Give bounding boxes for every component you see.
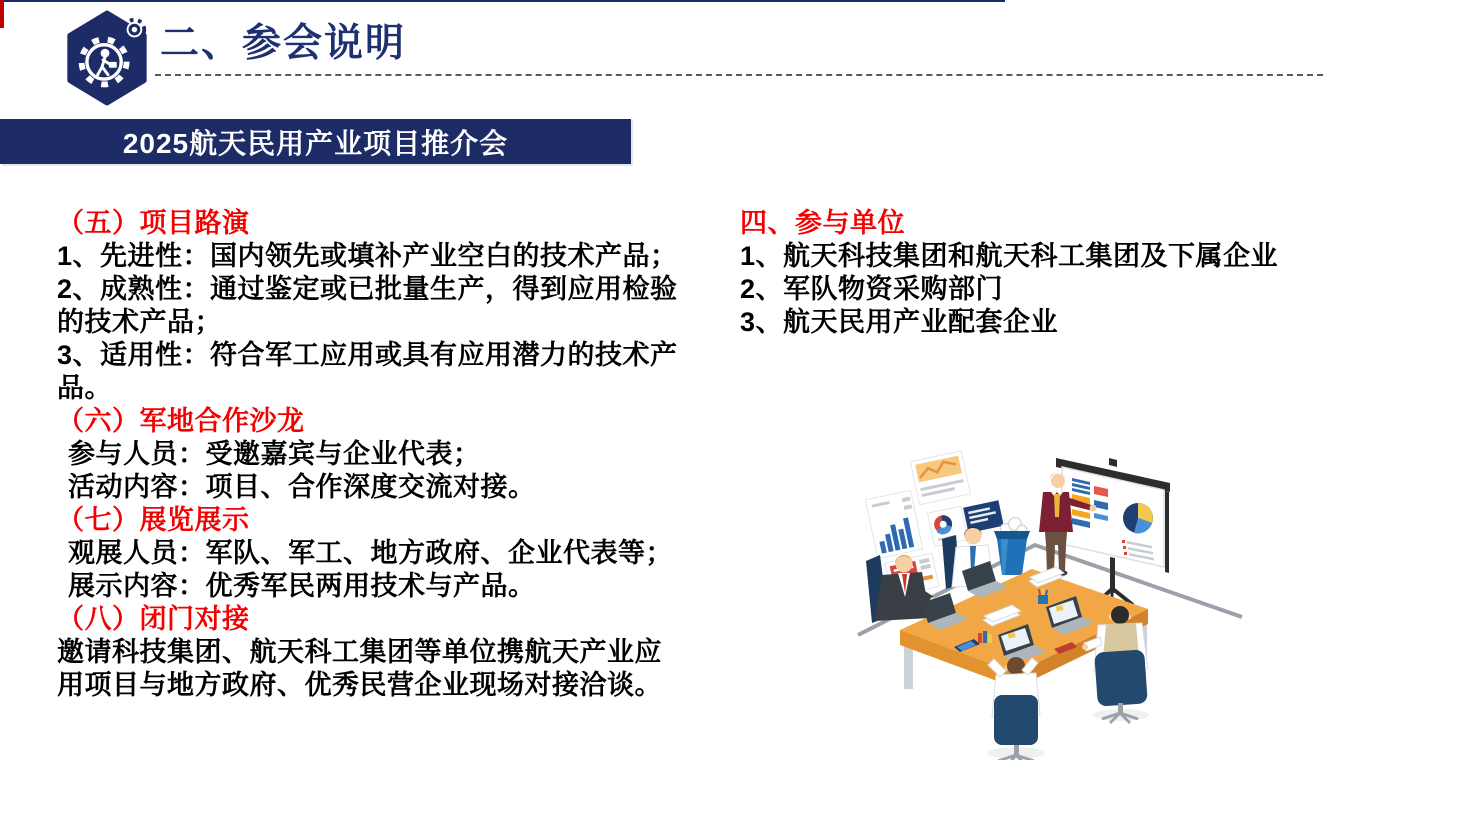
meeting-room-illustration: [850, 445, 1245, 760]
section-7-line: 观展人员：军队、军工、地方政府、企业代表等；: [68, 538, 673, 568]
participant-item: 2、军队物资采购部门: [740, 274, 1004, 304]
section-5-line: 3、适用性：符合军工应用或具有应用潜力的技术产品。: [57, 340, 678, 403]
event-banner-label: 2025航天民用产业项目推介会: [122, 127, 509, 159]
corner-red-strip: [0, 0, 4, 28]
section-5-line: 2、成熟性：通过鉴定或已批量生产，得到应用检验的技术产品；: [57, 274, 678, 337]
section-6-heading: （六）军地合作沙龙: [57, 406, 305, 436]
gear-person-icon: [63, 10, 151, 106]
page-title: 二、参会说明: [160, 22, 407, 65]
participant-item: 3、航天民用产业配套企业: [740, 307, 1059, 337]
event-banner: [0, 119, 631, 164]
section-7-line: 展示内容：优秀军民两用技术与产品。: [68, 571, 536, 601]
section-7-heading: （七）展览展示: [57, 505, 250, 535]
section-5-line: 1、先进性：国内领先或填补产业空白的技术产品；: [57, 241, 678, 271]
section-5-heading: （五）项目路演: [57, 208, 250, 238]
section-6-line: 活动内容：项目、合作深度交流对接。: [68, 472, 536, 502]
title-underline-dashed: [155, 74, 1323, 76]
participant-item: 1、航天科技集团和航天科工集团及下属企业: [740, 241, 1279, 271]
left-column: [57, 207, 681, 702]
right-column: [740, 207, 1360, 339]
section-6-line: 参与人员：受邀嘉宾与企业代表；: [68, 439, 481, 469]
section-4-heading: 四、参与单位: [740, 208, 905, 238]
top-accent-line: [0, 0, 1005, 2]
section-8-heading: （八）闭门对接: [57, 604, 250, 634]
section-8-line: 邀请科技集团、航天科工集团等单位携航天产业应用项目与地方政府、优秀民营企业现场对接洽谈。: [57, 637, 662, 700]
